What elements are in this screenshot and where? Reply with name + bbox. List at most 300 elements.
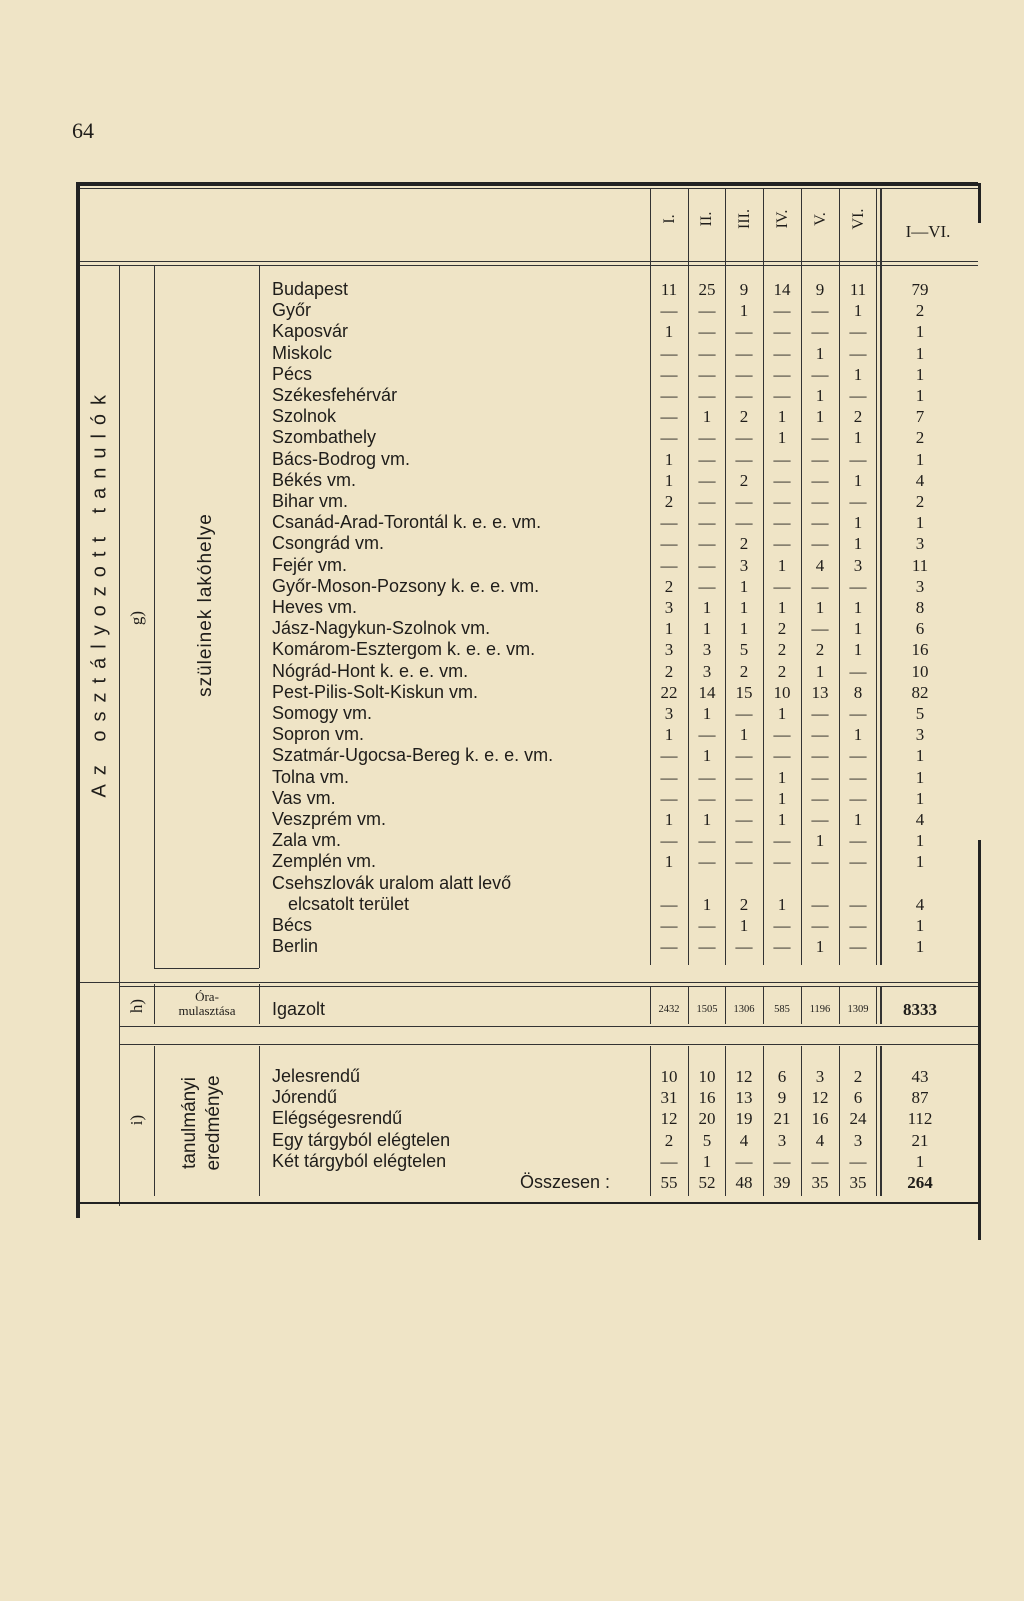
residence-row-25-cell-6: — — [849, 788, 867, 808]
residence-row-32-cell-1: — — [660, 937, 678, 957]
residence-row-9-cell-7: 1 — [915, 449, 925, 469]
residence-row-17-cell-1: 1 — [664, 619, 674, 639]
residence-row-26-cell-7: 4 — [915, 810, 925, 829]
residence-row-11-label: Bihar vm. — [272, 491, 349, 511]
residence-row-5-cell-6: 1 — [853, 364, 863, 384]
total-row-cell-3: 48 — [735, 1173, 753, 1192]
result-row-2-cell-2: 16 — [698, 1088, 716, 1108]
residence-row-7-cell-5: 1 — [815, 407, 825, 427]
residence-row-17-cell-3: 1 — [739, 619, 749, 639]
residence-row-11-cell-1: 2 — [664, 492, 674, 511]
residence-row-13-cell-4: — — [773, 534, 791, 554]
result-row-5-label: Két tárgyból elégtelen — [272, 1150, 447, 1171]
residence-row-18-cell-1: 3 — [664, 640, 674, 660]
residence-row-27-cell-1: — — [660, 831, 678, 851]
residence-row-24-cell-4: 1 — [777, 767, 787, 787]
residence-row-20-cell-2: 14 — [698, 682, 716, 702]
residence-row-13-cell-1: — — [660, 534, 678, 554]
residence-row-27-cell-3: — — [735, 831, 753, 851]
result-row-5-cell-2: 1 — [702, 1151, 712, 1171]
residence-row-23-label: Szatmár-Ugocsa-Bereg k. e. e. vm. — [272, 745, 554, 766]
residence-row-2-cell-5: — — [811, 301, 829, 321]
residence-row-26-cell-3: — — [735, 810, 753, 829]
residence-row-17-label: Jász-Nagykun-Szolnok vm. — [272, 618, 491, 639]
residence-row-31-cell-4: — — [773, 916, 791, 935]
result-row-5-cell-4: — — [773, 1151, 791, 1171]
residence-row-12-cell-5: — — [811, 513, 829, 533]
result-row-3-cell-4: 21 — [773, 1109, 791, 1129]
residence-row-11-cell-2: — — [698, 492, 716, 511]
residence-row-12-cell-4: — — [773, 513, 791, 533]
total-row-cell-4: 39 — [773, 1173, 791, 1192]
residence-row-27-cell-2: — — [698, 831, 716, 851]
residence-row-25-cell-1: — — [660, 788, 678, 808]
residence-row-26-cell-6: 1 — [853, 810, 863, 829]
residence-row-19-cell-3: 2 — [739, 661, 749, 681]
result-row-2-cell-7: 87 — [911, 1088, 929, 1108]
residence-row-1-cell-4: 14 — [773, 280, 791, 299]
residence-row-7-cell-2: 1 — [702, 407, 712, 427]
section-h-label-2: mulasztása — [178, 1003, 236, 1018]
residence-row-13-cell-5: — — [811, 534, 829, 554]
residence-row-28-label: Zemplén vm. — [272, 851, 377, 872]
residence-row-14-cell-4: 1 — [777, 555, 787, 575]
col-line-1 — [650, 189, 651, 965]
residence-row-16-cell-1: 3 — [664, 598, 674, 617]
residence-row-7-cell-6: 2 — [853, 407, 863, 427]
residence-row-5-cell-5: — — [811, 364, 829, 384]
residence-row-24-cell-5: — — [811, 767, 829, 787]
result-row-5-cell-7: 1 — [915, 1151, 925, 1171]
residence-row-12-cell-6: 1 — [853, 513, 863, 533]
residence-row-14-cell-2: — — [698, 555, 716, 575]
total-row-cell-7: 264 — [907, 1173, 933, 1192]
residence-row-23-cell-3: — — [735, 746, 753, 766]
result-row-2-cell-5: 12 — [811, 1088, 829, 1108]
residence-row-13-cell-2: — — [698, 534, 716, 554]
residence-row-5-cell-1: — — [660, 364, 678, 384]
residence-row-10-cell-5: — — [811, 470, 829, 490]
residence-row-10-cell-1: 1 — [664, 470, 674, 490]
col-header-5: V. — [812, 212, 829, 226]
residence-row-26-label: Veszprém vm. — [272, 809, 387, 829]
residence-row-9-cell-6: — — [849, 449, 867, 469]
residence-row-5-cell-7: 1 — [915, 364, 925, 384]
residence-row-30-cell-4: 1 — [777, 894, 787, 914]
residence-row-15-cell-3: 1 — [739, 576, 749, 596]
residence-row-16-cell-6: 1 — [853, 598, 863, 617]
residence-row-19-cell-6: — — [849, 661, 867, 681]
residence-row-21-cell-6: — — [849, 704, 867, 723]
result-row-1-label: Jelesrendű — [272, 1066, 361, 1086]
result-row-2-cell-3: 13 — [735, 1088, 753, 1108]
section-g-letter: g) — [127, 610, 146, 626]
total-row-cell-5: 35 — [811, 1173, 829, 1192]
residence-row-24-cell-1: — — [660, 767, 678, 787]
residence-row-32-cell-4: — — [773, 937, 791, 957]
residence-row-6-cell-2: — — [698, 386, 716, 405]
residence-row-3-cell-7: 1 — [915, 322, 925, 342]
col-header-2: II. — [698, 211, 715, 227]
residence-row-2-cell-4: — — [773, 301, 791, 321]
residence-row-30-cell-3: 2 — [739, 894, 749, 914]
i-col-line-5 — [801, 1046, 802, 1196]
residence-row-11-cell-6: — — [849, 492, 867, 511]
residence-row-4-cell-4: — — [773, 343, 791, 363]
residence-row-6-cell-5: 1 — [815, 386, 825, 405]
result-row-4-cell-7: 21 — [911, 1130, 929, 1150]
residence-row-7-cell-3: 2 — [739, 407, 749, 427]
residence-row-31-cell-3: 1 — [739, 916, 749, 935]
frame-left — [76, 183, 80, 1218]
residence-row-8-cell-3: — — [735, 428, 753, 448]
result-row-1-cell-7: 43 — [911, 1067, 929, 1086]
residence-row-2-cell-3: 1 — [739, 301, 749, 321]
residence-row-15-cell-2: — — [698, 576, 716, 596]
residence-row-4-cell-7: 1 — [915, 343, 925, 363]
section-main-label: Az osztályozott tanulók — [88, 385, 111, 798]
residence-row-31-cell-2: — — [698, 916, 716, 935]
residence-row-14-cell-7: 11 — [911, 555, 929, 575]
residence-row-30-cell-2: 1 — [702, 894, 712, 914]
residence-row-19-label: Nógrád-Hont k. e. e. vm. — [272, 660, 469, 681]
residence-row-9-cell-5: — — [811, 449, 829, 469]
result-row-5-cell-1: — — [660, 1151, 678, 1171]
residence-row-22-cell-6: 1 — [853, 725, 863, 745]
col-line-4 — [763, 189, 764, 965]
total-row-cell-6: 35 — [849, 1173, 867, 1192]
residence-row-32-cell-7: 1 — [915, 937, 925, 957]
residence-row-1-label: Budapest — [272, 279, 349, 299]
residence-row-25-cell-2: — — [698, 788, 716, 808]
absence-row-cell-1: 2432 — [658, 1004, 680, 1015]
h-col-line-1 — [650, 986, 651, 1024]
residence-row-21-cell-3: — — [735, 704, 753, 723]
bottom-rule — [80, 1202, 978, 1204]
i-col-line-4 — [763, 1046, 764, 1196]
residence-row-21-cell-4: 1 — [777, 704, 787, 723]
residence-row-4-cell-3: — — [735, 343, 753, 363]
residence-row-28-cell-1: 1 — [664, 852, 674, 872]
residence-row-15-cell-5: — — [811, 576, 829, 596]
residence-row-23-cell-2: 1 — [702, 746, 712, 766]
residence-row-28-cell-5: — — [811, 852, 829, 872]
residence-row-31-cell-1: — — [660, 916, 678, 935]
total-row-cell-2: 52 — [698, 1173, 716, 1192]
residence-row-4-cell-2: — — [698, 343, 716, 363]
absence-row-cell-3: 1306 — [733, 1004, 755, 1015]
residence-row-28-cell-4: — — [773, 852, 791, 872]
residence-row-6-cell-7: 1 — [915, 386, 925, 405]
residence-row-2-cell-6: 1 — [853, 301, 863, 321]
residence-row-9-cell-4: — — [773, 449, 791, 469]
sep-gh — [80, 982, 978, 983]
residence-row-5-cell-3: — — [735, 364, 753, 384]
residence-row-3-cell-1: 1 — [664, 322, 674, 342]
residence-row-20-cell-5: 13 — [811, 682, 829, 702]
residence-row-25-cell-5: — — [811, 788, 829, 808]
absence-row-cell-2: 1505 — [696, 1004, 718, 1015]
absence-row-cell-4: 585 — [774, 1004, 790, 1015]
residence-row-23-cell-6: — — [849, 746, 867, 766]
sec-line-c3 — [259, 1046, 260, 1196]
residence-row-20-cell-1: 22 — [660, 682, 678, 702]
section-h-label-1: Óra- — [195, 989, 219, 1004]
result-row-3-cell-6: 24 — [849, 1109, 867, 1129]
result-row-4-cell-3: 4 — [739, 1130, 749, 1150]
h-col-line-5 — [801, 986, 802, 1024]
residence-row-1-cell-3: 9 — [739, 280, 749, 299]
residence-row-21-cell-2: 1 — [702, 704, 712, 723]
residence-row-20-label: Pest-Pilis-Solt-Kiskun vm. — [272, 681, 479, 702]
residence-row-9-label: Bács-Bodrog vm. — [272, 448, 411, 469]
residence-row-1-cell-6: 11 — [849, 280, 867, 299]
residence-row-27-cell-5: 1 — [815, 831, 825, 851]
residence-row-13-cell-7: 3 — [915, 534, 925, 554]
residence-row-32-cell-3: — — [735, 937, 753, 957]
result-row-1-cell-6: 2 — [853, 1067, 863, 1086]
absence-row-cell-7: 8333 — [903, 1000, 937, 1019]
residence-row-20-cell-7: 82 — [911, 682, 929, 702]
residence-row-1-cell-7: 79 — [911, 280, 929, 299]
section-i-label-2: eredménye — [203, 1075, 224, 1171]
result-row-2-cell-1: 31 — [660, 1088, 678, 1108]
residence-row-19-cell-7: 10 — [911, 661, 929, 681]
residence-row-31-cell-6: — — [849, 916, 867, 935]
residence-row-22-cell-2: — — [698, 725, 716, 745]
residence-row-20-cell-4: 10 — [773, 682, 791, 702]
h-col-line-4 — [763, 986, 764, 1024]
residence-row-12-cell-2: — — [698, 513, 716, 533]
residence-row-5-cell-2: — — [698, 364, 716, 384]
total-row-cell-1: 55 — [660, 1173, 678, 1192]
residence-row-25-cell-3: — — [735, 788, 753, 808]
h-col-line-6 — [839, 986, 840, 1024]
residence-row-21-cell-5: — — [811, 704, 829, 723]
result-row-2-label: Jórendű — [272, 1087, 338, 1108]
residence-row-11-cell-4: — — [773, 492, 791, 511]
residence-row-6-label: Székesfehérvár — [272, 385, 398, 405]
result-row-5-cell-3: — — [735, 1151, 753, 1171]
absence-row-label: Igazolt — [272, 999, 326, 1019]
residence-row-19-cell-4: 2 — [777, 661, 787, 681]
residence-row-28-cell-6: — — [849, 852, 867, 872]
residence-row-14-cell-3: 3 — [739, 555, 749, 575]
h-col-line-total — [880, 986, 882, 1024]
residence-row-30-label: elcsatolt terület — [288, 893, 410, 914]
residence-row-23-cell-4: — — [773, 746, 791, 766]
residence-row-17-cell-4: 2 — [777, 619, 787, 639]
col-header-total: I—VI. — [905, 222, 951, 241]
residence-row-22-cell-3: 1 — [739, 725, 749, 745]
residence-row-11-cell-7: 2 — [915, 492, 925, 511]
residence-row-16-cell-2: 1 — [702, 598, 712, 617]
total-row-label: Összesen : — [520, 1172, 611, 1192]
residence-row-4-cell-1: — — [660, 343, 678, 363]
result-row-3-label: Elégségesrendű — [272, 1108, 403, 1129]
col-header-6: VI. — [850, 208, 867, 230]
residence-row-32-cell-6: — — [849, 937, 867, 957]
residence-row-28-cell-2: — — [698, 852, 716, 872]
residence-row-23-cell-5: — — [811, 746, 829, 766]
residence-row-15-cell-4: — — [773, 576, 791, 596]
sec-line-b2 — [154, 984, 155, 1024]
col-line-7 — [876, 189, 877, 965]
residence-row-4-label: Miskolc — [272, 342, 333, 363]
residence-row-24-cell-6: — — [849, 767, 867, 787]
result-row-1-cell-4: 6 — [777, 1067, 787, 1086]
frame-right — [978, 183, 981, 223]
residence-row-10-cell-4: — — [773, 470, 791, 490]
residence-row-22-cell-1: 1 — [664, 725, 674, 745]
result-row-5-cell-5: — — [811, 1151, 829, 1171]
residence-row-3-cell-3: — — [735, 322, 753, 342]
result-row-2-cell-6: 6 — [853, 1088, 863, 1108]
col-header-4: IV. — [774, 209, 791, 229]
residence-row-27-cell-4: — — [773, 831, 791, 851]
residence-row-24-cell-3: — — [735, 767, 753, 787]
residence-row-7-cell-1: — — [660, 407, 678, 427]
residence-row-22-cell-5: — — [811, 725, 829, 745]
result-row-1-cell-2: 10 — [698, 1067, 716, 1086]
section-i-label-1: tanulmányi — [179, 1077, 200, 1169]
sep-hi-2 — [119, 1044, 978, 1045]
residence-row-26-cell-1: 1 — [664, 810, 674, 829]
residence-row-18-cell-4: 2 — [777, 640, 787, 660]
header-rule-2 — [80, 265, 978, 266]
residence-row-22-label: Sopron vm. — [272, 724, 365, 745]
residence-row-32-cell-2: — — [698, 937, 716, 957]
residence-row-8-cell-4: 1 — [777, 428, 787, 448]
residence-row-17-cell-2: 1 — [702, 619, 712, 639]
residence-row-2-label: Győr — [272, 300, 312, 321]
residence-row-3-cell-5: — — [811, 322, 829, 342]
residence-row-2-cell-1: — — [660, 301, 678, 321]
residence-row-27-cell-7: 1 — [915, 831, 925, 851]
residence-row-30-cell-5: — — [811, 894, 829, 914]
residence-row-24-cell-7: 1 — [915, 767, 925, 787]
residence-row-11-cell-5: — — [811, 492, 829, 511]
residence-row-25-label: Vas vm. — [272, 787, 336, 808]
i-col-line-total — [880, 1046, 882, 1196]
residence-row-18-cell-6: 1 — [853, 640, 863, 660]
residence-row-1-cell-5: 9 — [815, 280, 825, 299]
top-rule — [76, 182, 978, 186]
result-row-4-cell-2: 5 — [702, 1130, 712, 1150]
residence-row-8-cell-2: — — [698, 428, 716, 448]
residence-row-18-cell-7: 16 — [911, 640, 929, 660]
residence-row-31-label: Bécs — [272, 915, 313, 935]
sep-gh-2 — [119, 986, 978, 987]
col-header-3: III. — [736, 209, 753, 229]
col-line-total — [880, 189, 882, 965]
residence-row-18-cell-2: 3 — [702, 640, 712, 660]
h-col-line-2 — [688, 986, 689, 1024]
result-row-4-cell-1: 2 — [664, 1130, 674, 1150]
residence-row-7-cell-4: 1 — [777, 407, 787, 427]
residence-row-10-cell-2: — — [698, 470, 716, 490]
residence-row-15-cell-7: 3 — [915, 576, 925, 596]
residence-row-19-cell-5: 1 — [815, 661, 825, 681]
residence-row-11-cell-3: — — [735, 492, 753, 511]
residence-row-21-cell-7: 5 — [915, 704, 925, 723]
residence-row-22-cell-7: 3 — [915, 725, 925, 745]
h-col-line-7 — [876, 986, 877, 1024]
col-line-2 — [688, 189, 689, 965]
residence-row-24-label: Tolna vm. — [272, 766, 350, 787]
residence-row-14-label: Fejér vm. — [272, 554, 348, 575]
result-row-2-cell-4: 9 — [777, 1088, 787, 1108]
residence-row-13-cell-3: 2 — [739, 534, 749, 554]
residence-row-3-cell-6: — — [849, 322, 867, 342]
result-row-4-cell-6: 3 — [853, 1130, 863, 1150]
residence-row-15-label: Győr-Moson-Pozsony k. e. e. vm. — [272, 575, 540, 596]
result-row-3-cell-7: 112 — [907, 1109, 933, 1129]
residence-row-6-cell-3: — — [735, 386, 753, 405]
residence-row-12-cell-7: 1 — [915, 513, 925, 533]
section-g-label: szüleinek lakóhelye — [195, 513, 216, 697]
residence-row-18-cell-3: 5 — [739, 640, 749, 660]
result-row-1-cell-1: 10 — [660, 1067, 678, 1086]
residence-row-2-cell-7: 2 — [915, 301, 925, 321]
residence-row-5-label: Pécs — [272, 363, 313, 384]
residence-row-31-cell-5: — — [811, 916, 829, 935]
sec-line-c — [259, 266, 260, 968]
residence-row-8-cell-6: 1 — [853, 428, 863, 448]
residence-row-14-cell-6: 3 — [853, 555, 863, 575]
section-i-letter: i) — [127, 1114, 146, 1126]
result-row-1-cell-5: 3 — [815, 1067, 825, 1086]
result-row-4-cell-5: 4 — [815, 1130, 825, 1150]
residence-row-13-cell-6: 1 — [853, 534, 863, 554]
residence-row-17-cell-7: 6 — [915, 619, 925, 639]
page-number: 64 — [72, 118, 94, 143]
residence-row-24-cell-2: — — [698, 767, 716, 787]
i-col-line-7 — [876, 1046, 877, 1196]
residence-row-29-label: Csehszlovák uralom alatt levő — [272, 872, 512, 893]
residence-row-31-cell-7: 1 — [915, 916, 925, 935]
residence-row-9-cell-2: — — [698, 449, 716, 469]
residence-row-22-cell-4: — — [773, 725, 791, 745]
sec-line-a — [119, 266, 120, 1206]
residence-row-12-label: Csanád-Arad-Torontál k. e. e. vm. — [272, 512, 542, 533]
residence-row-12-cell-1: — — [660, 513, 678, 533]
residence-row-4-cell-5: 1 — [815, 343, 825, 363]
residence-row-5-cell-4: — — [773, 364, 791, 384]
residence-row-16-cell-4: 1 — [777, 598, 787, 617]
i-col-line-2 — [688, 1046, 689, 1196]
residence-row-14-cell-1: — — [660, 555, 678, 575]
residence-row-20-cell-3: 15 — [735, 682, 753, 702]
residence-row-25-cell-4: 1 — [777, 788, 787, 808]
col-line-6 — [839, 189, 840, 965]
col-header-1: I. — [661, 214, 678, 224]
residence-row-9-cell-1: 1 — [664, 449, 674, 469]
residence-row-28-cell-7: 1 — [915, 852, 925, 872]
residence-row-16-label: Heves vm. — [272, 597, 358, 617]
residence-row-8-cell-5: — — [811, 428, 829, 448]
residence-row-16-cell-3: 1 — [739, 598, 749, 617]
residence-row-32-cell-5: 1 — [815, 937, 825, 957]
residence-row-21-label: Somogy vm. — [272, 703, 373, 723]
residence-row-15-cell-6: — — [849, 576, 867, 596]
residence-row-18-cell-5: 2 — [815, 640, 825, 660]
residence-row-30-cell-7: 4 — [915, 894, 925, 914]
residence-row-6-cell-4: — — [773, 386, 791, 405]
section-h-letter: h) — [127, 998, 146, 1014]
residence-row-10-cell-3: 2 — [739, 470, 749, 490]
section-h-label — [158, 990, 256, 1018]
